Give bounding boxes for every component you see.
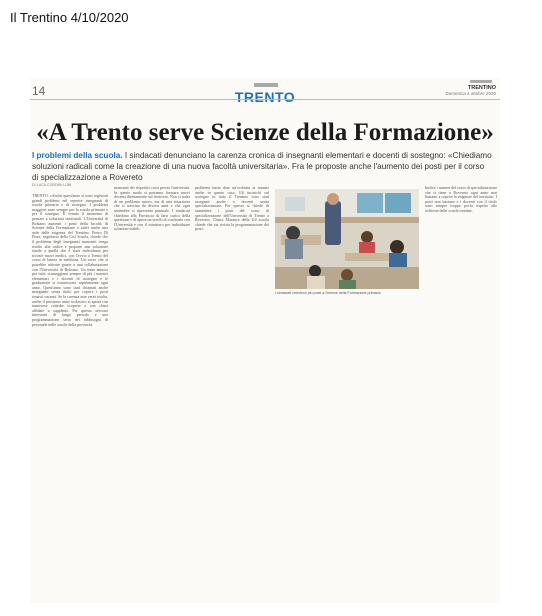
article-headline: «A Trento serve Scienze della Formazione» (36, 119, 494, 146)
article-column-1 (32, 194, 108, 600)
byline: DI LUCA CORDINI LUBI (32, 183, 72, 187)
masthead (445, 85, 496, 96)
newspaper-page (30, 78, 500, 603)
document-caption: Il Trentino 4/10/2020 (10, 10, 129, 25)
article-deck (32, 150, 492, 183)
column-text: problema basta dare un'occhiata ai numeri anche in questo caso. Gli incarichi sul sostegno in tutto il Trentino sono stati assegnati anche a docenti senza specializzazione. Per questo si chiede di aumentare i posti del corso di specializzazione dell'Università di Trento a Rovereto. Chiara Maranca della Uil scuola chiede che sia rivista la programmazione dei posti. (195, 186, 269, 232)
page-rule (30, 99, 500, 100)
column-text: TRENTO. «Anche quest'anno si sono registrati grandi problemi nel reperire insegnanti di scuola primaria e di sostegno. I problemi maggiori sono sempre per la scuola primaria e per il sostegno. È venuto il momento di pensare a soluzioni strutturali. L'Università di Bolzano aumenti i posti della facoltà di Scienze della Formazione e attivi anche una sede delle esigenze del Trentino. Pietro Di Fiore, segretario della Cisl Scuola, chiede che il problema degli insegnanti mancanti venga risolto alla radice e propone una soluzione simile a quella che è stata individuata per trovare nuovi medici, con l'avvio a Trento del corso di laurea in medicina. Un corso che si potrebbe attivare grazie a una collaborazione con l'Università di Bolzano. Un tema annoso per tutti: scarseggiano sempre di più i maestri elementari e i docenti di sostegno e le graduatorie si esauriscono rapidamente ogni anno. Quest'anno sono stati chiamati anche insegnanti senza titolo per coprire i posti rimasti vacanti. Se la carenza non verrà risolta, anche il prossimo anno scolastico si aprirà con numerose cattedre scoperte e con classi affidate a supplenti. Per questo servono interventi di lungo periodo e una programmazione seria dei fabbisogni di personale nelle scuole della provincia. (32, 194, 108, 327)
publication-name: TRENTINO (467, 85, 496, 91)
article-column-2 (114, 186, 190, 401)
article-column-5 (425, 186, 497, 298)
deck-text: I sindacati denunciano la carenza cronica di insegnanti elementari e docenti di sostegno: «Chiediamo soluzioni radicali come la creazione di una nuova facoltà universitaria». Fra le proposte anche l'aumento dei posti per il corso di specializzazione a Rovereto (32, 151, 492, 182)
deck-lead: I problemi della scuola. (32, 151, 123, 160)
photo-caption: I sindacati chiedono più posti a Scienze della Formazione primaria (275, 291, 381, 295)
classroom-photo (275, 189, 419, 289)
column-text: Inoltre i numeri del corso di specializzazione che si tiene a Rovereto ogni anno non bastano a coprire le esigenze del territorio. I posti non bastano e i docenti con il titolo sono sempre troppo pochi rispetto alle richieste delle scuole trentine. (425, 186, 497, 213)
masthead-decoration (470, 80, 492, 83)
article-column-3 (195, 186, 269, 401)
column-text: mancanti dei rispettivi corsi presso l'università. In questo modo si potranno formare nuovi docenti direttamente sul territorio. Non si tratta di un problema nuovo, ma di una situazione che si trascina da diversi anni e che ogni settembre si ripresenta puntuale. I sindacati chiedono alla Provincia di farsi carico della questione e di aprire un tavolo di confronto con l'Università e con il ministero per individuare soluzioni stabili. (114, 186, 190, 232)
section-decoration (254, 83, 278, 87)
section-title: TRENTO (234, 89, 296, 105)
publication-date: Domenica 4 ottobre 2020 (445, 91, 496, 96)
page-number: 14 (32, 84, 46, 98)
